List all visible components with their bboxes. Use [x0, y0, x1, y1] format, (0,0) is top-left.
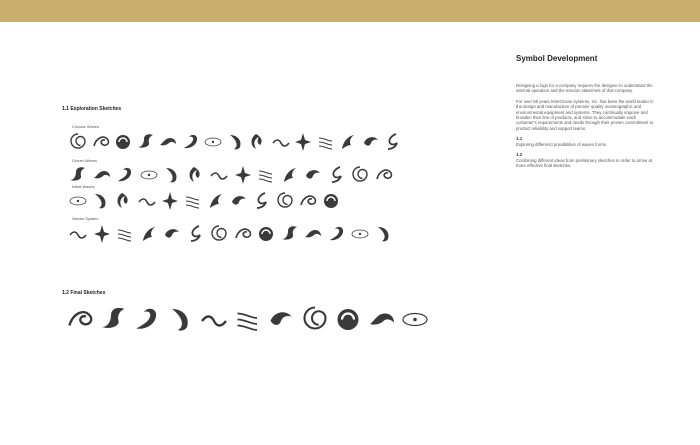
waves-system-sketch-icon — [209, 223, 229, 245]
circular-wave-sketch-icon — [293, 131, 313, 153]
waves-system-sketch-icon — [162, 223, 182, 245]
ocean-wave-sketch-icon — [115, 164, 135, 186]
initial-wave-sketch-icon — [91, 190, 111, 212]
waves-system-sketch-icon — [92, 223, 112, 245]
waves-system-sketch-icon — [186, 223, 206, 245]
panel-title: Symbol Development — [516, 54, 598, 63]
initial-wave-sketch-icon — [321, 190, 341, 212]
sketch-row-waves-system — [68, 223, 408, 245]
final-sketch-icon — [300, 303, 332, 335]
ocean-wave-sketch-icon — [209, 164, 229, 186]
ocean-wave-sketch-icon — [68, 164, 88, 186]
initial-wave-sketch-icon — [68, 190, 88, 212]
description-panel — [516, 54, 656, 172]
final-sketch-icon — [99, 303, 131, 335]
circular-wave-sketch-icon — [383, 131, 403, 153]
final-sketch-icon — [367, 303, 399, 335]
circular-wave-sketch-icon — [226, 131, 246, 153]
waves-system-sketch-icon — [303, 223, 323, 245]
ocean-wave-sketch-icon — [233, 164, 253, 186]
note-text: Exploring differenct possibilities of waves forms. — [516, 142, 608, 148]
sketch-row-circular-waves — [68, 131, 408, 153]
waves-system-sketch-icon — [374, 223, 394, 245]
final-sketch-icon — [233, 303, 265, 335]
row-label-waves-system: Waves System — [72, 216, 99, 221]
waves-system-sketch-icon — [115, 223, 135, 245]
initial-wave-sketch-icon — [229, 190, 249, 212]
note-text: Combining different ideas from preliminary sketches in order to arrive at more effective final sketches. — [516, 157, 653, 169]
final-title: 1.2 Final Sketches — [62, 290, 106, 296]
note-number: 1.1 — [516, 136, 523, 142]
waves-system-sketch-icon — [139, 223, 159, 245]
circular-wave-sketch-icon — [203, 131, 223, 153]
intro-paragraph: Designing a logo for a company requires the designer to understand the internal operation and the mission statement of that company. — [516, 83, 653, 94]
ocean-wave-sketch-icon — [139, 164, 159, 186]
ocean-wave-sketch-icon — [327, 164, 347, 186]
circular-wave-sketch-icon — [113, 131, 133, 153]
initial-wave-sketch-icon — [114, 190, 134, 212]
final-sketch-icon — [333, 303, 365, 335]
ocean-wave-sketch-icon — [92, 164, 112, 186]
waves-system-sketch-icon — [68, 223, 88, 245]
ocean-wave-sketch-icon — [256, 164, 276, 186]
final-sketch-icon — [400, 303, 432, 335]
ocean-wave-sketch-icon — [374, 164, 394, 186]
initial-wave-sketch-icon — [183, 190, 203, 212]
final-sketch-icon — [199, 303, 231, 335]
initial-wave-sketch-icon — [137, 190, 157, 212]
circular-wave-sketch-icon — [158, 131, 178, 153]
exploration-title: 1.1 Exploration Sketches — [62, 106, 122, 112]
waves-system-sketch-icon — [280, 223, 300, 245]
row-label-ocean-waves: Ocean Waves — [72, 158, 97, 163]
sketch-row-initial-waves — [68, 190, 388, 212]
initial-wave-sketch-icon — [252, 190, 272, 212]
circular-wave-sketch-icon — [136, 131, 156, 153]
final-sketch-icon — [266, 303, 298, 335]
ocean-wave-sketch-icon — [303, 164, 323, 186]
ocean-wave-sketch-icon — [280, 164, 300, 186]
initial-wave-sketch-icon — [275, 190, 295, 212]
circular-wave-sketch-icon — [181, 131, 201, 153]
initial-wave-sketch-icon — [298, 190, 318, 212]
circular-wave-sketch-icon — [271, 131, 291, 153]
row-label-initial-waves: Initial Waves — [72, 184, 95, 189]
final-sketch-icon — [132, 303, 164, 335]
circular-wave-sketch-icon — [338, 131, 358, 153]
final-sketch-icon — [166, 303, 198, 335]
waves-system-sketch-icon — [350, 223, 370, 245]
ocean-wave-sketch-icon — [350, 164, 370, 186]
row-label-circular-waves: Circular Waves — [72, 124, 99, 129]
company-paragraph: For over 55 years InterOcean systems, Inc. has been the world leader in the design and manufacture of premier quality oceanographic and environmental equipment and systems. They continually improve and broaden their line of products, and strive to accommodate each customer's requirements and needs through their proven commitment to product reliability and support teams. — [516, 98, 654, 131]
final-sketch-icon — [65, 303, 97, 335]
final-sketches-row — [65, 303, 445, 335]
waves-system-sketch-icon — [327, 223, 347, 245]
initial-wave-sketch-icon — [206, 190, 226, 212]
circular-wave-sketch-icon — [91, 131, 111, 153]
circular-wave-sketch-icon — [316, 131, 336, 153]
ocean-wave-sketch-icon — [162, 164, 182, 186]
circular-wave-sketch-icon — [68, 131, 88, 153]
circular-wave-sketch-icon — [248, 131, 268, 153]
initial-wave-sketch-icon — [160, 190, 180, 212]
top-banner — [0, 0, 700, 22]
note-number: 1.2 — [516, 151, 523, 157]
waves-system-sketch-icon — [256, 223, 276, 245]
waves-system-sketch-icon — [233, 223, 253, 245]
circular-wave-sketch-icon — [361, 131, 381, 153]
sketch-row-ocean-waves — [68, 164, 408, 186]
ocean-wave-sketch-icon — [186, 164, 206, 186]
